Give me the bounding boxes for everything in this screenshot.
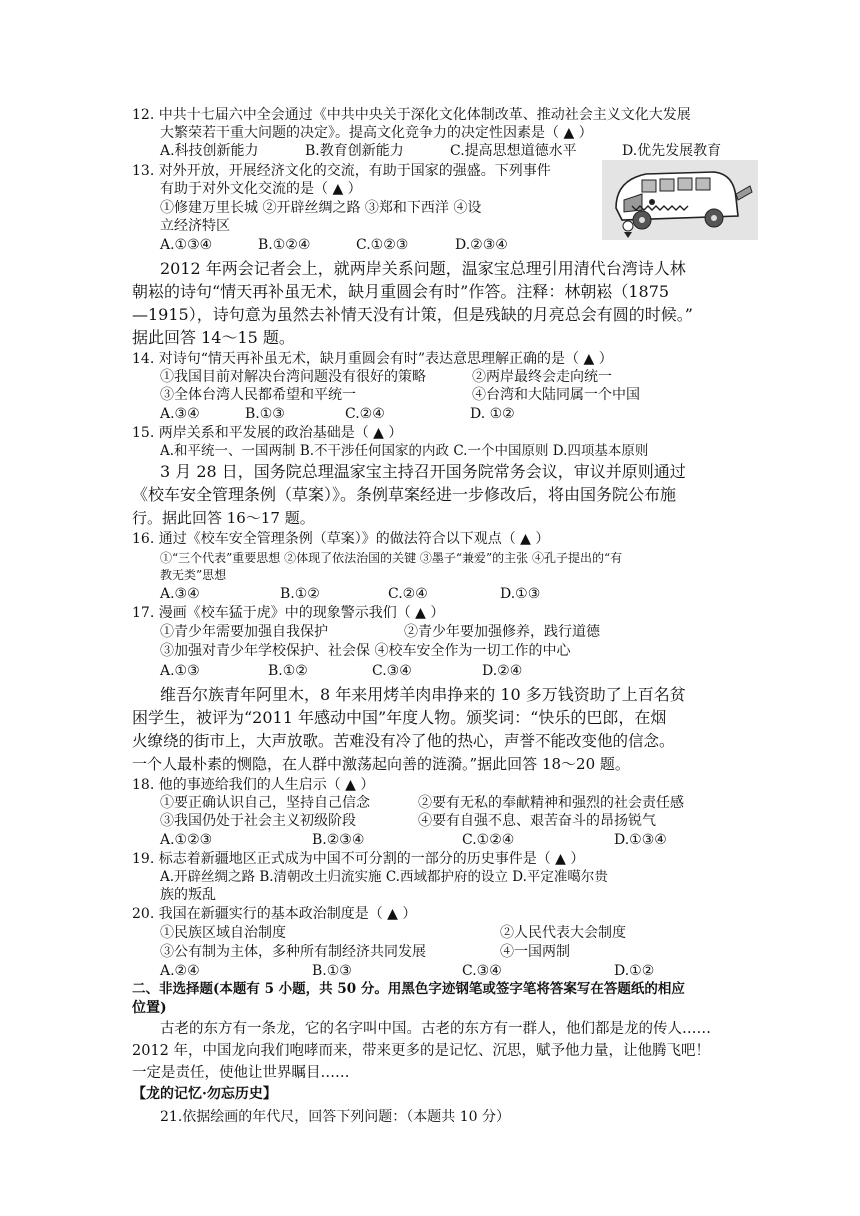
section-2-title-line2: 位置) [132, 1000, 167, 1016]
q12-option-d: D.优先发展教育 [622, 143, 722, 159]
q16-items-line2: 教无类”思想 [160, 568, 227, 582]
q13-stem-line1: 13. 对外开放，开展经济文化的交流，有助于国家的强盛。下列事件 [132, 163, 551, 179]
q14-stem: 14. 对诗句“情天再补虽无术，缺月重圆会有时”表达意思理解正确的是（ ▲ ） [132, 351, 613, 367]
q12-option-b: B.教育创新能力 [305, 143, 404, 159]
q18-item-2: ②要有无私的奉献精神和强烈的社会责任感 [418, 795, 684, 811]
q21-stem: 21.依据绘画的年代尺，回答下列问题：（本题共 10 分） [160, 1109, 510, 1125]
section-2-title-line1: 二、非选择题(本题有 5 小题，共 50 分。用黑色字迹钢笔或签字笔将答案写在答题纸的相应 [132, 981, 685, 997]
q17-item-2: ②青少年要加强修养，践行道德 [404, 624, 600, 640]
q17-stem: 17. 漫画《校车猛于虎》中的现象警示我们（ ▲ ） [132, 605, 445, 621]
q14-option-b: B.①③ [245, 406, 285, 422]
q13-items-line1: ①修建万里长城 ②开辟丝绸之路 ③郑和下西洋 ④设 [160, 200, 482, 216]
intro-line2: 2012 年，中国龙向我们咆哮而来，带来更多的是记忆、沉思，赋予他力量，让他腾飞吧！ [132, 1043, 711, 1059]
q16-option-a: A.③④ [160, 586, 200, 602]
q19-options-line2: 族的叛乱 [160, 887, 216, 903]
q12-stem-line2: 大繁荣若干重大问题的决定》。提高文化竞争力的决定性因素是（ ▲ ） [160, 125, 593, 141]
q18-option-c: C.①②④ [462, 832, 515, 848]
q19-options-line1: A.开辟丝绸之路 B.清朝改土归流实施 C.西域都护府的设立 D.平定准噶尔贵 [160, 869, 608, 885]
q20-item-1: ①民族区域自治制度 [160, 925, 286, 941]
q20-item-3: ③公有制为主体，多种所有制经济共同发展 [160, 944, 426, 960]
q13-option-d: D.②③④ [455, 237, 508, 253]
q17-option-b: B.①② [268, 663, 308, 679]
q20-option-c: C.③④ [462, 963, 502, 979]
q18-option-d: D.①③④ [614, 832, 667, 848]
q13-option-a: A.①③④ [160, 237, 213, 253]
q17-item-1: ①青少年需要加强自我保护 [160, 624, 328, 640]
q18-option-a: A.①②③ [160, 832, 213, 848]
q14-item-3: ③全体台湾人民都希望和平统一 [160, 387, 356, 403]
q20-item-2: ②人民代表大会制度 [500, 925, 626, 941]
q17-option-d: D.②④ [482, 663, 523, 679]
q20-option-b: B.①③ [312, 963, 352, 979]
passage3-line1: 维吾尔族青年阿里木，8 年来用烤羊肉串挣来的 10 多万钱资助了上百名贫 [160, 685, 686, 704]
passage1-line3: —1915），诗句意为虽然去补情天没有计策，但是残缺的月亮总会有圆的时候。” [132, 305, 693, 324]
q16-option-b: B.①② [280, 586, 320, 602]
q20-stem: 20. 我国在新疆实行的基本政治制度是（ ▲ ） [132, 906, 417, 922]
q12-option-c: C.提高思想道德水平 [450, 143, 577, 159]
q18-stem: 18. 他的事迹给我们的人生启示（ ▲ ） [132, 777, 375, 793]
q18-item-4: ④要有自强不息、艰苦奋斗的昂扬锐气 [418, 813, 656, 829]
q13-option-c: C.①②③ [356, 237, 409, 253]
passage1-line1: 2012 年两会记者会上，就两岸关系问题，温家宝总理引用清代台湾诗人林 [160, 259, 686, 278]
section-heading-dragon-memory: 【龙的记忆·勿忘历史】 [132, 1086, 277, 1102]
q16-items-line1: ①“三个代表”重要思想 ②体现了依法治国的关键 ③墨子“兼爱”的主张 ④孔子提出的“有 [160, 551, 623, 565]
q17-items-3-4: ③加强对青少年学校保护、社会保 ④校车安全作为一切工作的中心 [160, 643, 571, 659]
passage1-line2: 朝崧的诗句“情天再补虽无术，缺月重圆会有时”作答。注释：林朝崧（1875 [132, 282, 670, 301]
q18-item-3: ③我国仍处于社会主义初级阶段 [160, 813, 356, 829]
q15-stem: 15. 两岸关系和平发展的政治基础是（ ▲ ） [132, 425, 403, 441]
passage2-line1: 3 月 28 日，国务院总理温家宝主持召开国务院常务会议，审议并原则通过 [160, 462, 686, 481]
q14-option-c: C.②④ [345, 406, 385, 422]
q20-item-4: ④一国两制 [500, 944, 570, 960]
q14-option-a: A.③④ [160, 406, 200, 422]
passage3-line4: 一个人最朴素的恻隐，在人群中激荡起向善的涟漪。”据此回答 18～20 题。 [132, 755, 630, 773]
q14-item-1: ①我国目前对解决台湾问题没有很好的策略 [160, 369, 426, 385]
passage1-line4: 据此回答 14～15 题。 [132, 328, 295, 347]
q14-option-d: D. ①② [470, 406, 515, 422]
q13-option-b: B.①②④ [258, 237, 311, 253]
q12-option-a: A.科技创新能力 [160, 143, 259, 159]
q16-stem: 16. 通过《校车安全管理条例（草案）》的做法符合以下观点（ ▲ ） [132, 531, 550, 547]
q18-option-b: B.②③④ [312, 832, 365, 848]
q13-items-line2: 立经济特区 [160, 218, 230, 234]
q13-stem-line2: 有助于对外文化交流的是（ ▲ ） [160, 181, 362, 197]
passage2-line2: 《校车安全管理条例（草案）》。条例草案经进一步修改后，将由国务院公布施 [132, 485, 677, 504]
q14-item-2: ②两岸最终会走向统一 [472, 369, 612, 385]
q16-option-d: D.①③ [500, 586, 541, 602]
intro-line3: 一定是责任，使他让世界瞩目…… [132, 1065, 350, 1081]
passage3-line2: 困学生，被评为“2011 年感动中国”年度人物。颁奖词：“快乐的巴郎，在烟 [132, 708, 667, 727]
q15-options: A.和平统一、一国两制 B.不干涉任何国家的内政 C.一个中国原则 D.四项基本原则 [160, 443, 649, 459]
q20-option-d: D.①② [614, 963, 655, 979]
intro-line1: 古老的东方有一条龙，它的名字叫中国。古老的东方有一群人，他们都是龙的传人…… [160, 1021, 711, 1037]
q14-item-4: ④台湾和大陆同属一个中国 [472, 387, 640, 403]
q18-item-1: ①要正确认识自己，坚持自己信念 [160, 795, 370, 811]
passage2-line3: 行。据此回答 16～17 题。 [132, 509, 315, 527]
q20-option-a: A.②④ [160, 963, 200, 979]
school-bus-cartoon [602, 160, 758, 240]
q19-stem: 19. 标志着新疆地区正式成为中国不可分割的一部分的历史事件是（ ▲ ） [132, 851, 585, 867]
passage3-line3: 火缭绕的街市上，大声放歌。苦难没有冷了他的热心，声誉不能改变他的信念。 [132, 732, 675, 750]
q17-option-a: A.①③ [160, 663, 200, 679]
q12-stem-line1: 12. 中共十七届六中全会通过《中共中央关于深化文化体制改革、推动社会主义文化大发展 [132, 107, 691, 123]
q16-option-c: C.②④ [388, 586, 428, 602]
q17-option-c: C.③④ [372, 663, 412, 679]
